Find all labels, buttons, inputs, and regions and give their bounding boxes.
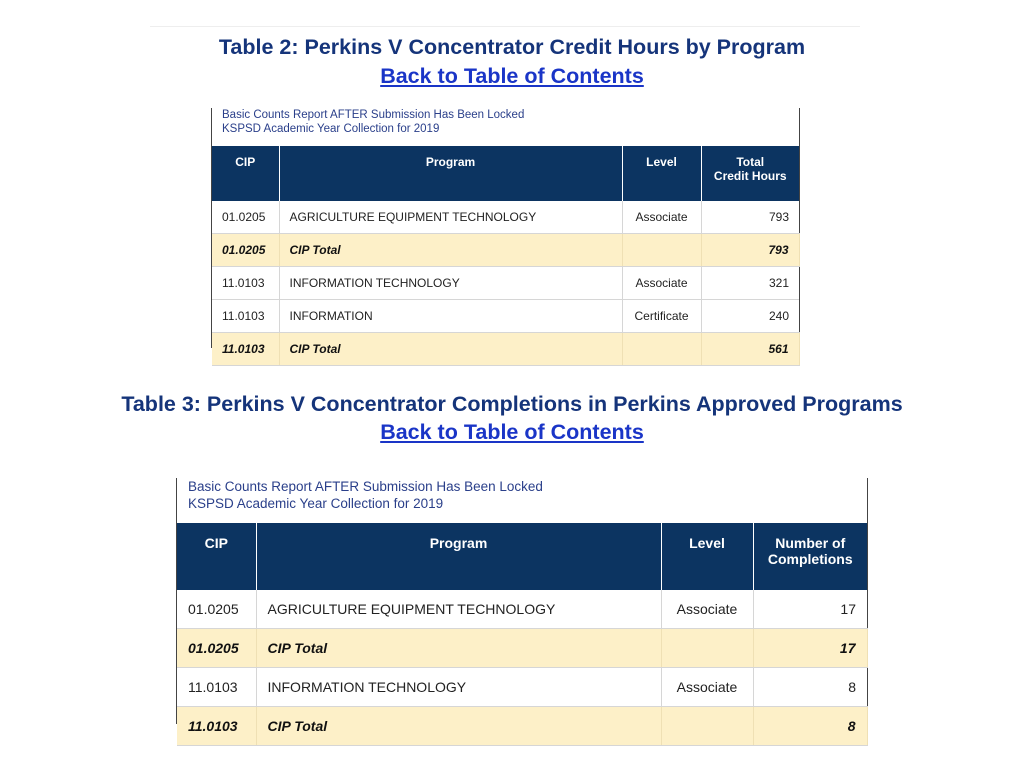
table-row — [212, 201, 799, 234]
cip-cell: 11.0103 — [212, 333, 279, 366]
credit-hours-cell: 240 — [701, 300, 799, 333]
completions-cell: 17 — [753, 590, 867, 629]
cip-total-row — [177, 707, 867, 746]
table2-header-program: Program — [279, 146, 622, 201]
program-cell: INFORMATION — [279, 300, 622, 333]
table-row — [177, 590, 867, 629]
program-cell: CIP Total — [279, 333, 622, 366]
level-cell — [622, 234, 701, 267]
table2-header-cip: CIP — [212, 146, 279, 201]
table2-header-total-line2: Credit Hours — [713, 169, 787, 183]
table2-title: Table 2: Perkins V Concentrator Credit Hours by Program — [218, 35, 806, 59]
program-cell: CIP Total — [256, 629, 661, 668]
table3-back-to-contents-link[interactable]: Back to Table of Contents — [380, 420, 644, 444]
credit-hours-cell: 561 — [701, 333, 799, 366]
cip-total-row — [212, 333, 799, 366]
table2-header-row — [212, 146, 799, 201]
level-cell: Associate — [661, 668, 753, 707]
cip-cell: 01.0205 — [212, 234, 279, 267]
level-cell: Certificate — [622, 300, 701, 333]
table2-caption-line1: Basic Counts Report AFTER Submission Has Been Locked — [222, 109, 525, 121]
table3-header-level: Level — [661, 523, 753, 590]
level-cell — [661, 629, 753, 668]
level-cell: Associate — [622, 201, 701, 234]
table2-caption-line2: KSPSD Academic Year Collection for 2019 — [222, 123, 440, 136]
table2-caption — [212, 108, 799, 146]
credit-hours-cell: 321 — [701, 267, 799, 300]
cip-cell: 11.0103 — [212, 267, 279, 300]
cip-cell: 01.0205 — [177, 590, 256, 629]
top-divider — [150, 26, 860, 27]
level-cell — [661, 707, 753, 746]
table3-report — [176, 478, 868, 734]
cip-cell: 11.0103 — [212, 300, 279, 333]
table3-header-completions-line1: Number of — [775, 535, 846, 551]
table-row — [212, 267, 799, 300]
level-cell: Associate — [622, 267, 701, 300]
completions-cell: 8 — [753, 668, 867, 707]
level-cell: Associate — [661, 590, 753, 629]
table3-grid — [177, 523, 868, 746]
program-cell: INFORMATION TECHNOLOGY — [279, 267, 622, 300]
table3-caption-line2: KSPSD Academic Year Collection for 2019 — [188, 495, 444, 511]
table3-header-cip: CIP — [177, 523, 256, 590]
cip-cell: 11.0103 — [177, 707, 256, 746]
program-cell: CIP Total — [256, 707, 661, 746]
table3-header-completions — [753, 523, 867, 590]
table-row — [177, 668, 867, 707]
program-cell: AGRICULTURE EQUIPMENT TECHNOLOGY — [279, 201, 622, 234]
credit-hours-cell: 793 — [701, 234, 799, 267]
table3-caption — [177, 478, 867, 523]
cip-cell: 11.0103 — [177, 668, 256, 707]
credit-hours-cell: 793 — [701, 201, 799, 234]
table3-header-row — [177, 523, 867, 590]
table3-header-program: Program — [256, 523, 661, 590]
table3-title: Table 3: Perkins V Concentrator Completions in Perkins Approved Programs — [121, 392, 903, 416]
table3-header-completions-line2: Completions — [767, 551, 853, 567]
table-row — [212, 300, 799, 333]
cip-total-row — [177, 629, 867, 668]
cip-cell: 01.0205 — [212, 201, 279, 234]
program-cell: CIP Total — [279, 234, 622, 267]
completions-cell: 17 — [753, 629, 867, 668]
table2-grid — [212, 146, 800, 366]
table2-header-level: Level — [622, 146, 701, 201]
cip-cell: 01.0205 — [177, 629, 256, 668]
completions-cell: 8 — [753, 707, 867, 746]
program-cell: INFORMATION TECHNOLOGY — [256, 668, 661, 707]
table2-header-total — [701, 146, 799, 201]
program-cell: AGRICULTURE EQUIPMENT TECHNOLOGY — [256, 590, 661, 629]
table2-report — [211, 108, 800, 356]
level-cell — [622, 333, 701, 366]
cip-total-row — [212, 234, 799, 267]
table2-header-total-line1: Total — [736, 155, 765, 169]
table2-back-to-contents-link[interactable]: Back to Table of Contents — [380, 64, 644, 88]
table3-caption-line1: Basic Counts Report AFTER Submission Has Been Locked — [188, 479, 543, 494]
